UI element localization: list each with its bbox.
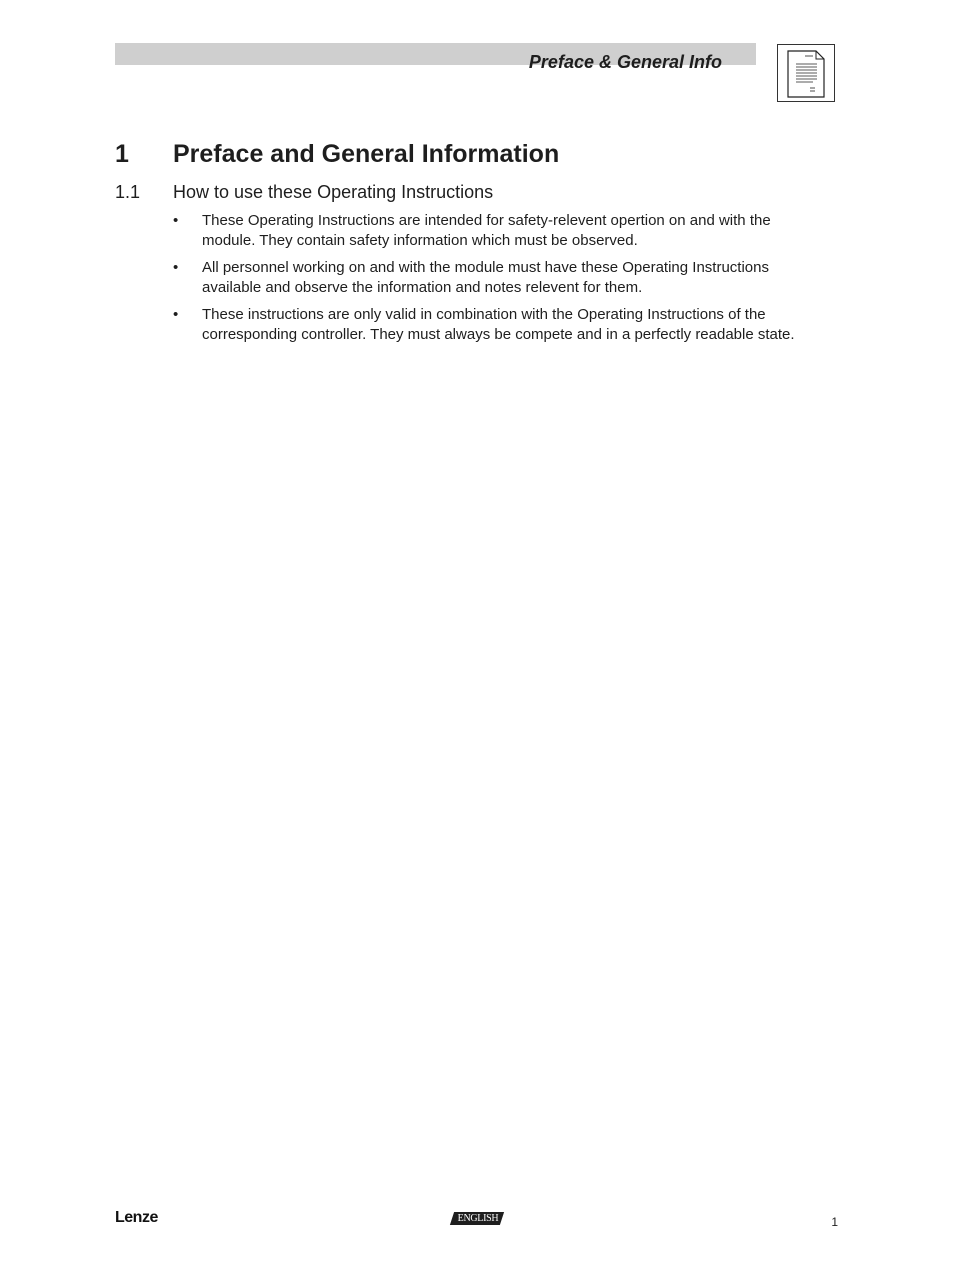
language-label: ENGLISH [457, 1213, 499, 1224]
bullet-list [173, 211, 823, 352]
section-number: 1.1 [115, 182, 141, 202]
brand-logo: Lenze [115, 1209, 158, 1226]
list-item [173, 211, 823, 251]
bullet-marker: • [173, 212, 179, 229]
section-title: How to use these Operating Instructions [173, 182, 494, 202]
bullet-text: These instructions are only valid in combination with the Operating Instructions of the corresponding controller. They must always be compete and in a perfectly readable state. [202, 306, 795, 343]
document-icon [777, 44, 835, 102]
bullet-marker: • [173, 306, 179, 323]
header-title: Preface & General Info [528, 52, 722, 72]
bullet-text: All personnel working on and with the module must have these Operating Instructions available and observe the information and notes relevent for them. [202, 259, 769, 296]
chapter-number: 1 [115, 140, 129, 168]
bullet-marker: • [173, 259, 179, 276]
list-item [173, 258, 823, 298]
chapter-title: Preface and General Information [173, 140, 560, 168]
page-number: 1 [831, 1215, 838, 1229]
bullet-text: These Operating Instructions are intended for safety-relevent opertion on and with the module. They contain safety information which must be observed. [202, 212, 771, 249]
list-item [173, 305, 823, 345]
